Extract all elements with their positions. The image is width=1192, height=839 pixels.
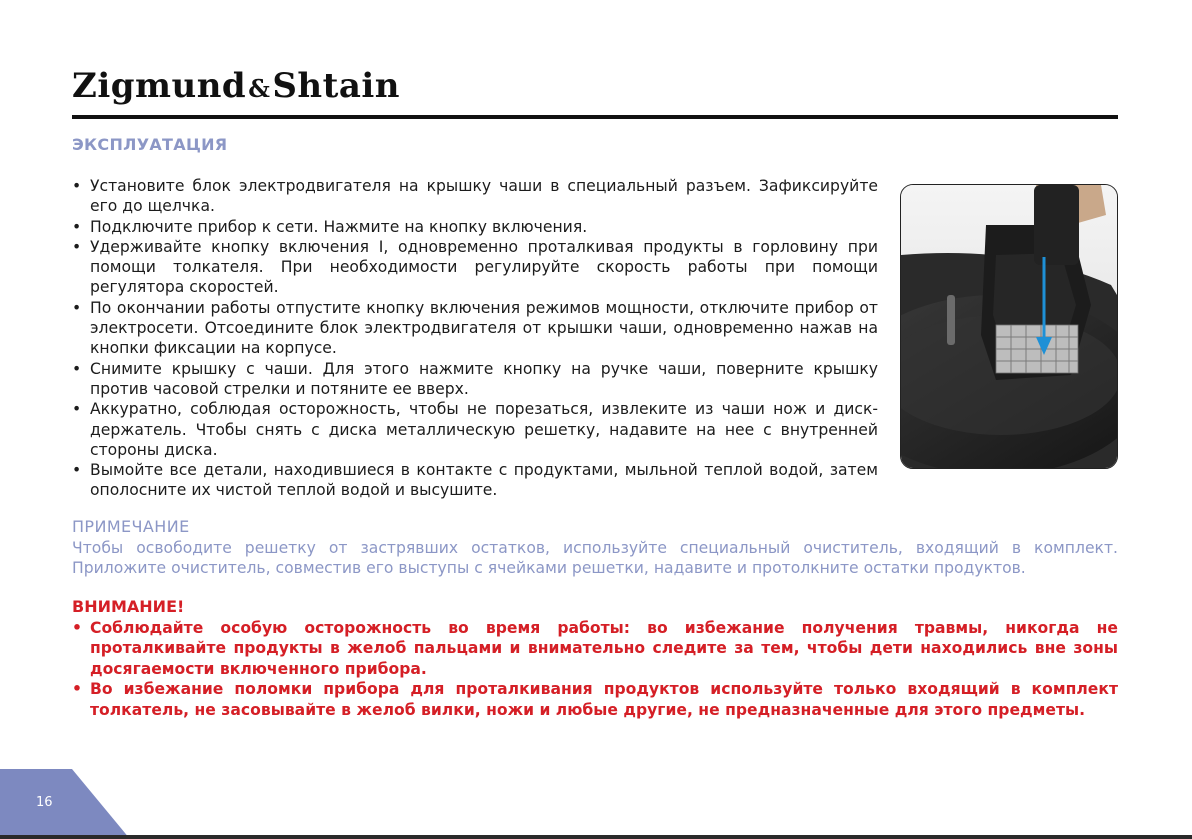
disc-holder-illustration — [901, 185, 1117, 468]
footer-divider — [0, 835, 1192, 839]
list-item: • Снимите крышку с чаши. Для этого нажмите кнопку на ручке чаши, поверните крышку против часовой стрелки и потяните ее вверх. — [72, 359, 878, 400]
warning-item: • Соблюдайте особую осторожность во время работы: во избежание получения травмы, никогда не проталкивайте продукты в желоб пальцами и внимательно следите за тем, чтобы дети находились вне зоны досягаемости включенного прибора. — [72, 618, 1118, 679]
logo-text-left: Zigmund — [72, 66, 247, 106]
list-item: • Аккуратно, соблюдая осторожность, чтобы не порезаться, извлеките из чаши нож и диск-держатель. Чтобы снять с диска металлическую решетку, надавите на нее с внутренней стороны диска. — [72, 399, 878, 460]
note-title: ПРИМЕЧАНИЕ — [72, 517, 190, 536]
product-photo — [900, 184, 1118, 469]
list-item: • Вымойте все детали, находившиеся в контакте с продуктами, мыльной теплой водой, затем ополосните их чистой теплой водой и высушите. — [72, 460, 878, 501]
section-title: ЭКСПЛУАТАЦИЯ — [72, 135, 228, 154]
warning-title: ВНИМАНИЕ! — [72, 597, 185, 616]
list-item: • Установите блок электродвигателя на крышку чаши в специальный разъем. Зафиксируйте его до щелчка. — [72, 176, 878, 217]
logo-ampersand: & — [248, 74, 271, 103]
list-item: • Удерживайте кнопку включения I, одновременно проталкивая продукты в горловину при помощи толкателя. При необходимости регулируйте скорость работы при помощи регулятора скоростей. — [72, 237, 878, 298]
warning-list — [72, 618, 1118, 720]
header-divider — [72, 115, 1118, 119]
warning-item: • Во избежание поломки прибора для проталкивания продуктов используйте только входящий в комплект толкатель, не засовывайте в желоб вилки, ножи и любые другие, не предназначенные для этого предметы. — [72, 679, 1118, 720]
list-item: • По окончании работы отпустите кнопку включения режимов мощности, отключите прибор от электросети. Отсоедините блок электродвигателя от крышки чаши, одновременно нажав на кнопки фиксации на корпусе. — [72, 298, 878, 359]
page-number: 16 — [36, 795, 53, 810]
brand-logo — [72, 66, 400, 106]
operation-steps-list — [72, 176, 878, 501]
page-number-tab — [0, 769, 130, 839]
note-text: Чтобы освободите решетку от застрявших остатков, используйте специальный очиститель, входящий в комплект. Приложите очиститель, совместив его выступы с ячейками решетки, надавите и протолкните остатки продуктов. — [72, 539, 1118, 578]
logo-text-right: Shtain — [272, 66, 401, 106]
list-item: • Подключите прибор к сети. Нажмите на кнопку включения. — [72, 217, 878, 237]
